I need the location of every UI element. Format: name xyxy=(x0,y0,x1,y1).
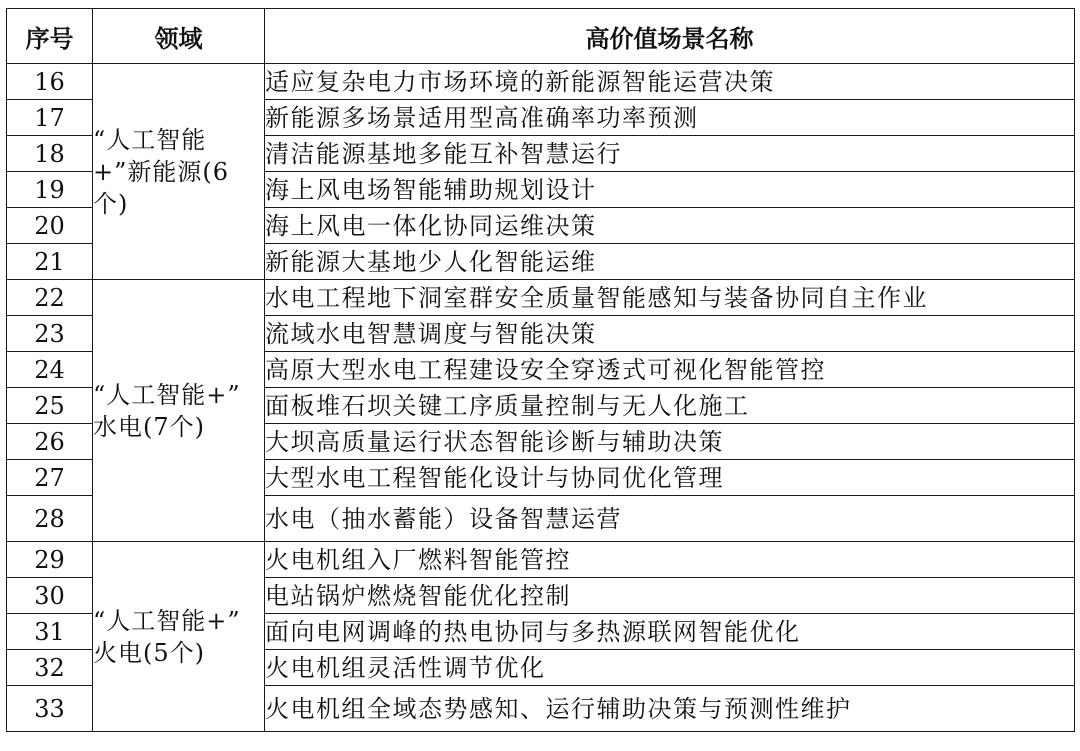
scenario-name: 面板堆石坝关键工序质量控制与无人化施工 xyxy=(265,388,1075,424)
scenario-name: 火电机组全域态势感知、运行辅助决策与预测性维护 xyxy=(265,686,1075,732)
domain-cell-hydropower: “人工智能+” 水电(7个) xyxy=(93,280,265,542)
row-number: 31 xyxy=(7,614,93,650)
row-number: 33 xyxy=(7,686,93,732)
scenario-name: 新能源大基地少人化智能运维 xyxy=(265,244,1075,280)
row-number: 24 xyxy=(7,352,93,388)
header-domain: 领域 xyxy=(93,9,265,64)
row-number: 30 xyxy=(7,578,93,614)
scenario-name: 火电机组入厂燃料智能管控 xyxy=(265,542,1075,578)
scenario-name: 面向电网调峰的热电协同与多热源联网智能优化 xyxy=(265,614,1075,650)
scenario-name: 大型水电工程智能化设计与协同优化管理 xyxy=(265,460,1075,496)
row-number: 25 xyxy=(7,388,93,424)
scenario-name: 海上风电场智能辅助规划设计 xyxy=(265,172,1075,208)
row-number: 23 xyxy=(7,316,93,352)
header-number: 序号 xyxy=(7,9,93,64)
scenario-name: 清洁能源基地多能互补智慧运行 xyxy=(265,136,1075,172)
row-number: 16 xyxy=(7,64,93,100)
row-number: 18 xyxy=(7,136,93,172)
row-number: 19 xyxy=(7,172,93,208)
table-row xyxy=(7,64,1075,100)
scenario-table xyxy=(6,8,1075,732)
row-number: 26 xyxy=(7,424,93,460)
scenario-name: 火电机组灵活性调节优化 xyxy=(265,650,1075,686)
table-row xyxy=(7,280,1075,316)
row-number: 22 xyxy=(7,280,93,316)
domain-cell-new-energy: “人工智能+”新能源(6个) xyxy=(93,64,265,280)
table-row xyxy=(7,542,1075,578)
scenario-name: 流域水电智慧调度与智能决策 xyxy=(265,316,1075,352)
scenario-name: 电站锅炉燃烧智能优化控制 xyxy=(265,578,1075,614)
scenario-name: 高原大型水电工程建设安全穿透式可视化智能管控 xyxy=(265,352,1075,388)
row-number: 21 xyxy=(7,244,93,280)
header-scenario-name: 高价值场景名称 xyxy=(265,9,1075,64)
row-number: 29 xyxy=(7,542,93,578)
domain-cell-thermal-power: “人工智能+” 火电(5个) xyxy=(93,542,265,732)
scenario-name: 水电工程地下洞室群安全质量智能感知与装备协同自主作业 xyxy=(265,280,1075,316)
row-number: 20 xyxy=(7,208,93,244)
scenario-name: 新能源多场景适用型高准确率功率预测 xyxy=(265,100,1075,136)
row-number: 32 xyxy=(7,650,93,686)
header-row xyxy=(7,9,1075,64)
scenario-name: 海上风电一体化协同运维决策 xyxy=(265,208,1075,244)
row-number: 27 xyxy=(7,460,93,496)
row-number: 17 xyxy=(7,100,93,136)
row-number: 28 xyxy=(7,496,93,542)
scenario-name: 大坝高质量运行状态智能诊断与辅助决策 xyxy=(265,424,1075,460)
scenario-name: 适应复杂电力市场环境的新能源智能运营决策 xyxy=(265,64,1075,100)
scenario-name: 水电（抽水蓄能）设备智慧运营 xyxy=(265,496,1075,542)
